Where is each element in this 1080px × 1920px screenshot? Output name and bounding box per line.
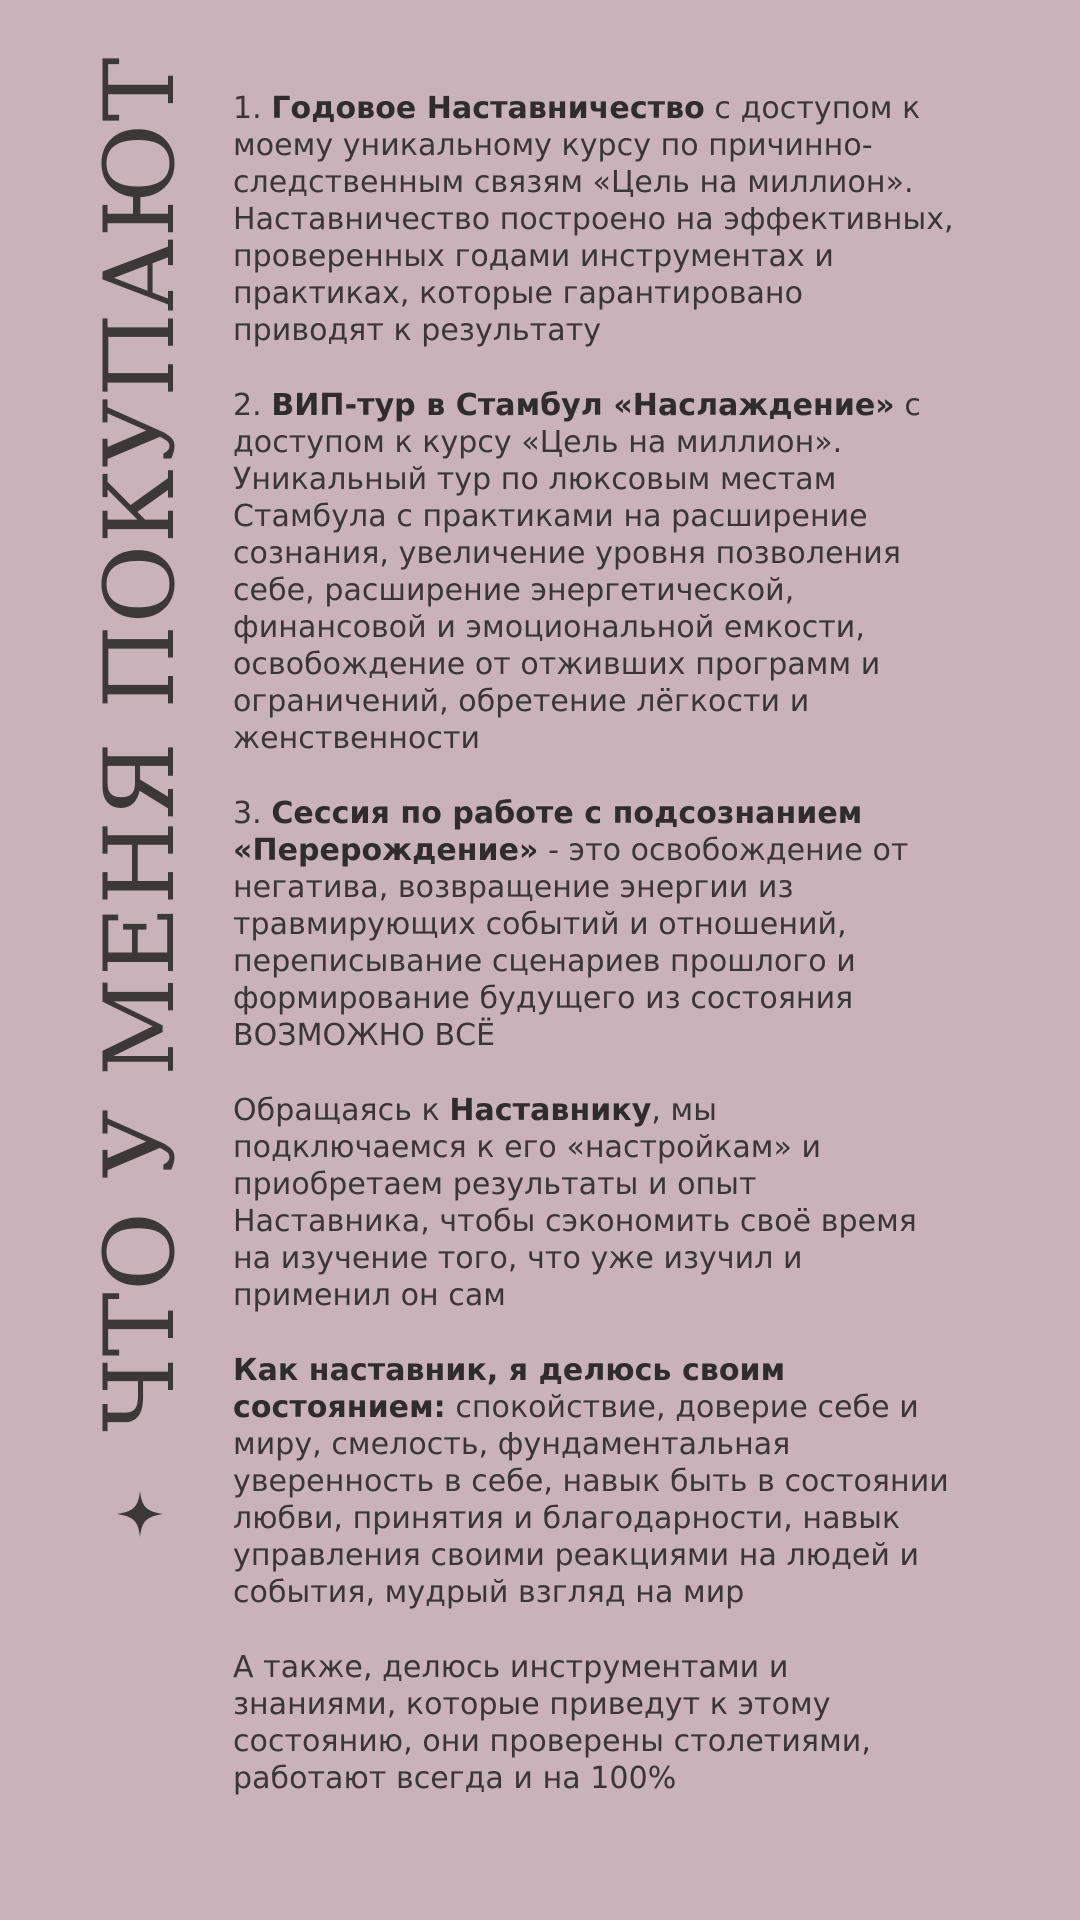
paragraph-run: 3. (233, 796, 272, 831)
paragraph-run: - это освобождение от негатива, возвращение энергии из травмирующих событий и отношений, переписывание сценариев прошлого и формирование будущего из состояния ВОЗМОЖНО ВСЁ (233, 833, 909, 1053)
sparkle-icon-shape (117, 1491, 163, 1537)
paragraph-bold-run: Годовое Наставничество (271, 91, 705, 126)
paragraph-run: , мы подключаемся к его «настройкам» и приобретаем результаты и опыт Наставника, чтобы сэкономить своё время на изучение того, что уже изучил и применил он сам (233, 1093, 917, 1313)
body-text (233, 90, 955, 1797)
paragraph-run: 2. (233, 388, 272, 423)
paragraph (233, 1092, 955, 1314)
paragraph-run: А также, делюсь инструментами и знаниями, которые приведут к этому состоянию, они проверены столетиями, работают всегда и на 100% (233, 1650, 871, 1796)
paragraph (233, 90, 955, 349)
paragraph-run: 1. (233, 91, 272, 126)
paragraph (233, 1649, 955, 1797)
paragraph-bold-run: Наставнику (449, 1093, 652, 1128)
paragraph-bold-run: Как наставник, я делюсь своим состоянием: (233, 1353, 786, 1425)
paragraph-run: с доступом к курсу «Цель на миллион». Уникальный тур по люксовым местам Стамбула с практиками на расширение сознания, увеличение уровня позволения себе, расширение энергетической, финансовой и эмоциональной емкости, освобождение от отживших программ и ограничений, обретение лёгкости и женственности (233, 388, 921, 756)
page-title: ЧТО У МЕНЯ ПОКУПАЮТ (84, 56, 196, 1432)
sparkle-icon (117, 1490, 163, 1538)
paragraph (233, 1352, 955, 1611)
paragraph-run: с доступом к моему уникальному курсу по причинно-следственным связям «Цель на миллион». Наставничество построено на эффективных, проверенных годами инструментах и практиках, которые гарантировано приводят к результату (233, 91, 954, 348)
paragraph-run: Обращаясь к (233, 1093, 450, 1128)
paragraph-run: спокойствие, доверие себе и миру, смелость, фундаментальная уверенность в себе, навык быть в состоянии любви, принятия и благодарности, навык управления своими реакциями на людей и события, мудрый взгляд на мир (233, 1390, 949, 1610)
paragraph-bold-run: ВИП-тур в Стамбул «Наслаждение» (271, 388, 895, 423)
paragraph (233, 795, 955, 1054)
paragraph-bold-run: Сессия по работе с подсознанием «Перерождение» (233, 796, 863, 868)
paragraph (233, 387, 955, 757)
